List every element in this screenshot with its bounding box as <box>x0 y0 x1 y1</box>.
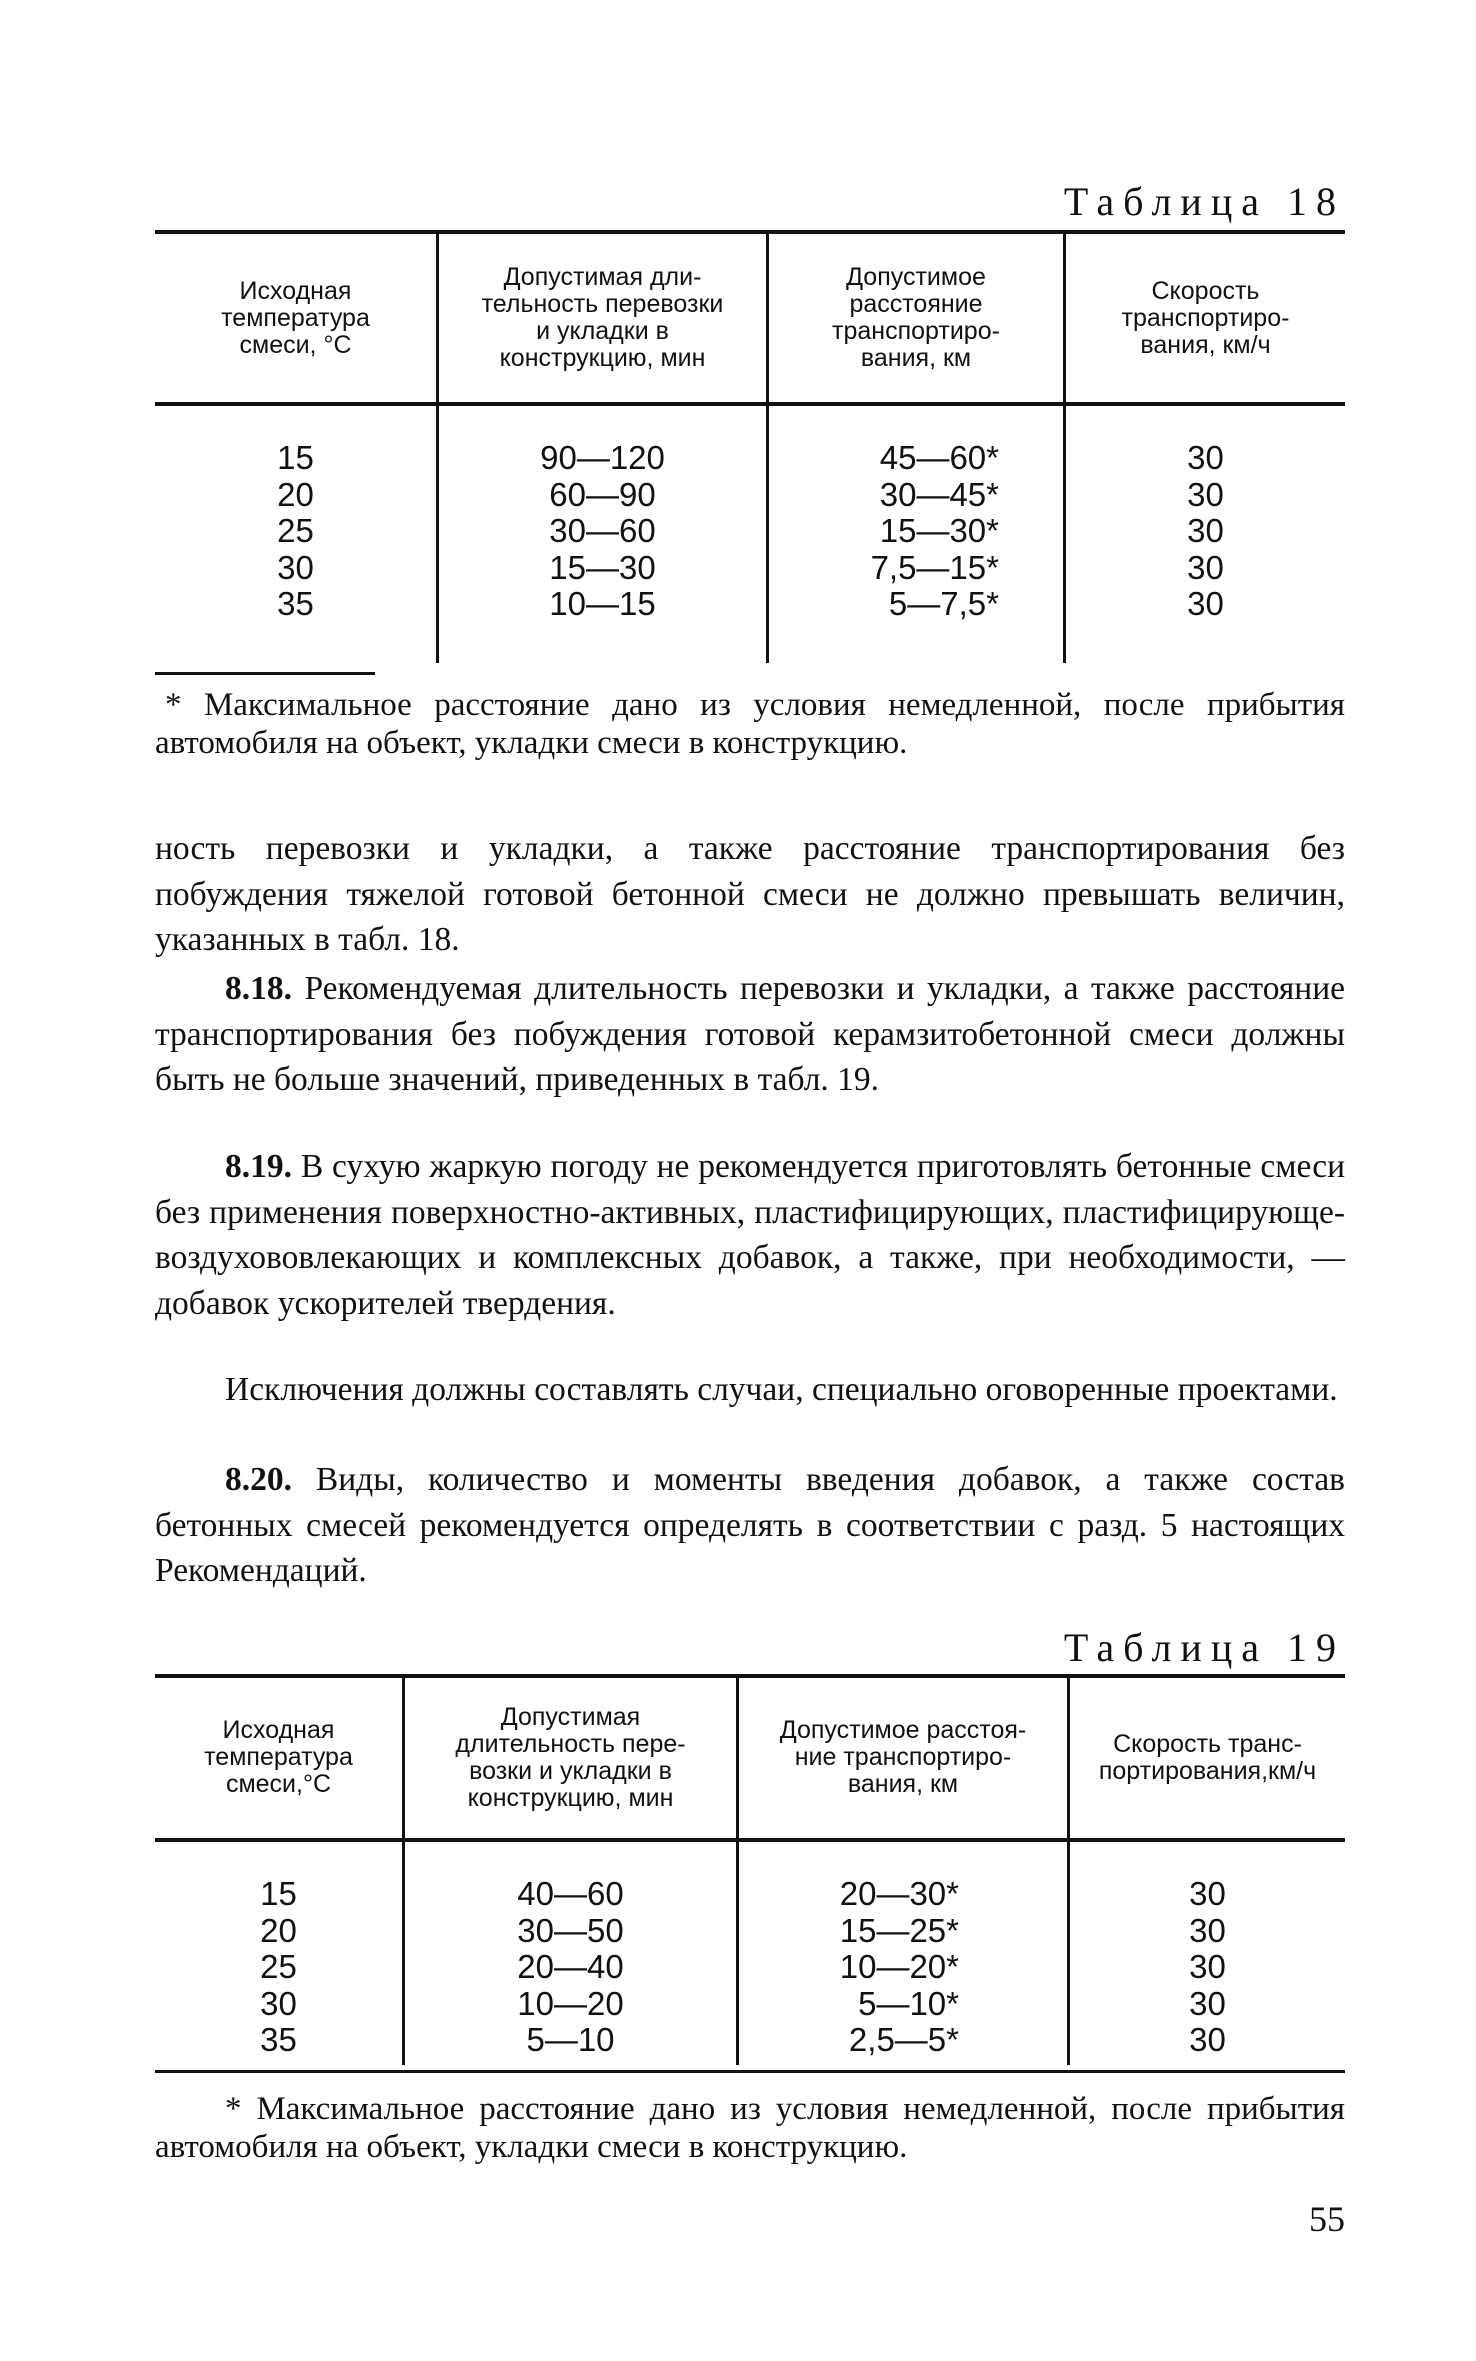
table-18-col-distance: 45—60* 30—45* 15—30* 7,5—15* 5—7,5* <box>870 439 999 622</box>
table-18-header-duration: Допустимая дли- тельность перевозки и укладки в конструкцию, мин <box>481 263 724 372</box>
page-number: 55 <box>1309 2199 1345 2239</box>
table-19-col-distance: 20—30* 15—25* 10—20* 5—10* 2,5—5* <box>839 1875 959 2058</box>
table-18-col-temperature: 15 20 25 30 35 <box>277 439 314 622</box>
paragraph-8-19 <box>155 1144 1345 1326</box>
table-19-col-speed: 30 30 30 30 30 <box>1189 1875 1226 2058</box>
table-19-caption: Таблица 19 <box>1063 1625 1345 1670</box>
table-18-header-distance: Допустимое расстояние транспортиро- вания, км <box>832 263 1000 372</box>
clause-text: Виды, количество и моменты введения добавок, а также состав бетонных смесей рекомендуется определять в соответствии с разд. 5 настоящих Рекомендаций. <box>155 1461 1346 1589</box>
table-18-footnote: * Максимальное расстояние дано из условия немедленной, после прибытия автомобиля на объект, укладки смеси в конструкцию. <box>155 687 1345 761</box>
clause-text: Рекомендуемая длительность перевозки и укладки, а также расстояние транспортирования без побуждения готовой керамзитобетонной смеси должны быть не больше значений, приведенных в табл. 19. <box>155 970 1345 1098</box>
clause-number: 8.19. <box>225 1148 292 1185</box>
table-18-col-speed: 30 30 30 30 30 <box>1187 439 1224 622</box>
table-18-header-temperature: Исходная температура смеси, °С <box>221 276 370 359</box>
paragraph-exceptions: Исключения должны составлять случаи, специально оговоренные проектами. <box>225 1371 1338 1408</box>
table-18-col-duration: 90—120 60—90 30—60 15—30 10—15 <box>540 439 665 622</box>
clause-number: 8.18. <box>225 970 292 1007</box>
table-19-header-duration: Допустимая длительность пере- возки и укладки в конструкцию, мин <box>455 1702 686 1812</box>
clause-number: 8.20. <box>225 1461 292 1498</box>
table-19-col-temperature: 15 20 25 30 35 <box>260 1875 297 2058</box>
table-18-caption: Таблица 18 <box>1063 179 1345 224</box>
table-19-header-speed: Скорость транс- портирования,км/ч <box>1098 1729 1317 1785</box>
table-18-header-speed: Скорость транспортиро- вания, км/ч <box>1121 276 1290 359</box>
paragraph-8-20 <box>155 1457 1345 1594</box>
clause-text: В сухую жаркую погоду не рекомендуется приготовлять бетонные смеси без применения поверхностно-активных, пластифицирующих, пластифицирующе-воздухововлекающих и комплексных добавок, а также, при необходимости, — добавок ускорителей твердения. <box>155 1148 1345 1322</box>
table-19-header-temperature: Исходная температура смеси,°С <box>204 1716 353 1798</box>
paragraph-8-18 <box>155 966 1345 1103</box>
table-19-footnote: * Максимальное расстояние дано из условия немедленной, после прибытия автомобиля на объект, укладки смеси в конструкцию. <box>155 2091 1345 2165</box>
table-19-col-duration: 40—60 30—50 20—40 10—20 5—10 <box>517 1875 624 2058</box>
table-19-header-distance: Допустимое расстоя- ние транспортиро- вания, км <box>779 1716 1027 1798</box>
paragraph-continuation: ность перевозки и укладки, а также расстояние транспортирования без побуждения тяжелой готовой бетонной смеси не должно превышать величин, указанных в табл. 18. <box>155 830 1345 958</box>
footnote-rule <box>155 672 375 675</box>
table-19-bottom-rule <box>155 2070 1345 2073</box>
